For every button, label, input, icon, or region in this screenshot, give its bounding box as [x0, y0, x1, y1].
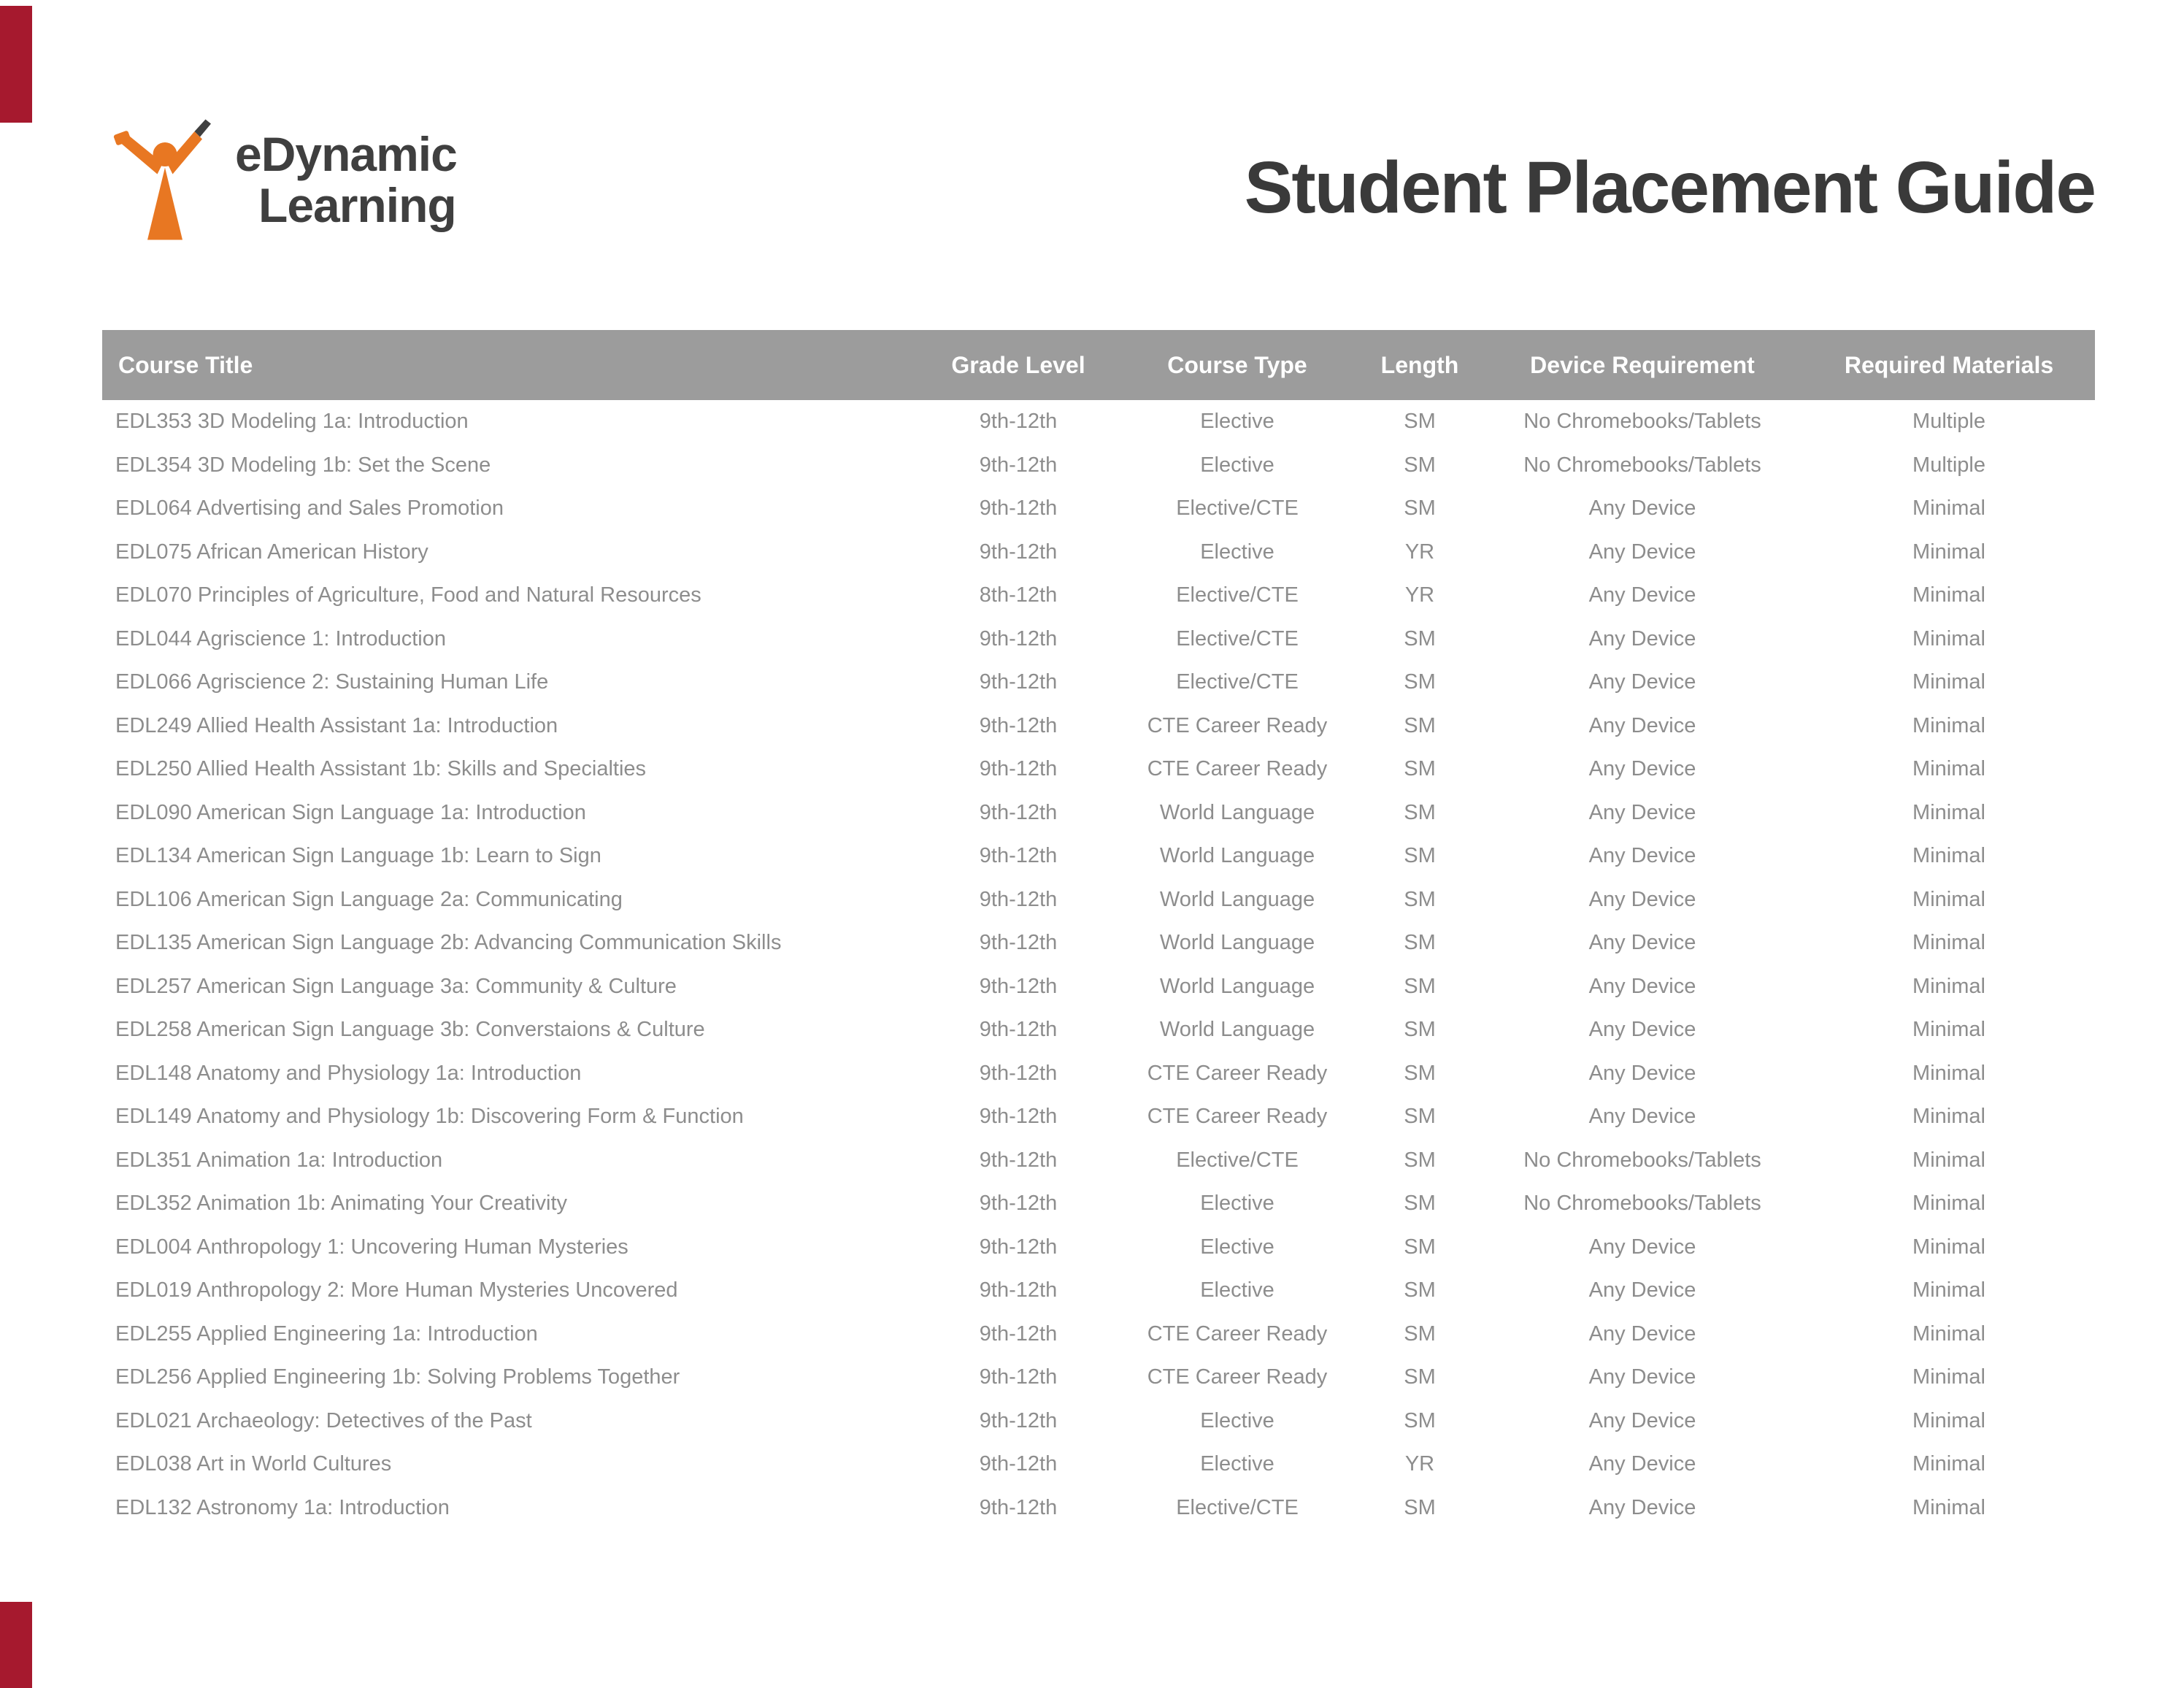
cell-length: SM	[1404, 1061, 1436, 1085]
cell-length: SM	[1404, 1278, 1436, 1303]
cell-course-title: EDL066 Agriscience 2: Sustaining Human Life	[115, 670, 549, 694]
table-row	[102, 791, 2095, 835]
cell-required-materials: Minimal	[1912, 496, 1985, 521]
table-row	[102, 1356, 2095, 1400]
cell-course-title: EDL354 3D Modeling 1b: Set the Scene	[115, 453, 491, 477]
cell-course-title: EDL351 Animation 1a: Introduction	[115, 1148, 443, 1172]
cell-required-materials: Minimal	[1912, 1495, 1985, 1519]
cell-device-requirement: Any Device	[1588, 1365, 1696, 1389]
cell-course-title: EDL070 Principles of Agriculture, Food and Natural Resources	[115, 583, 701, 607]
cell-grade-level: 9th-12th	[979, 800, 1058, 824]
cell-length: SM	[1404, 1105, 1436, 1129]
cell-course-title: EDL090 American Sign Language 1a: Introduction	[115, 800, 586, 824]
cell-required-materials: Minimal	[1912, 1321, 1985, 1346]
cell-required-materials: Minimal	[1912, 713, 1985, 737]
cell-device-requirement: Any Device	[1588, 1495, 1696, 1519]
cell-required-materials: Minimal	[1912, 1278, 1985, 1303]
cell-required-materials: Minimal	[1912, 1105, 1985, 1129]
cell-length: SM	[1404, 1018, 1436, 1042]
cell-device-requirement: No Chromebooks/Tablets	[1523, 1148, 1761, 1172]
cell-required-materials: Minimal	[1912, 1018, 1985, 1042]
cell-course-type: Elective	[1200, 1192, 1274, 1216]
edynamic-logo	[108, 115, 457, 250]
cell-grade-level: 9th-12th	[979, 974, 1058, 998]
table-row	[102, 1400, 2095, 1443]
cell-required-materials: Minimal	[1912, 974, 1985, 998]
cell-course-title: EDL135 American Sign Language 2b: Advancing Communication Skills	[115, 931, 782, 955]
cell-grade-level: 9th-12th	[979, 496, 1058, 521]
accent-bar-bottom	[0, 1602, 32, 1688]
cell-grade-level: 9th-12th	[979, 1018, 1058, 1042]
cell-course-title: EDL250 Allied Health Assistant 1b: Skills and Specialties	[115, 757, 647, 781]
cell-length: YR	[1404, 1452, 1435, 1476]
cell-required-materials: Minimal	[1912, 1192, 1985, 1216]
cell-required-materials: Minimal	[1912, 1061, 1985, 1085]
cell-grade-level: 9th-12th	[979, 410, 1058, 434]
table-row	[102, 1269, 2095, 1313]
cell-device-requirement: No Chromebooks/Tablets	[1523, 410, 1761, 434]
logo-line1: eDynamic	[235, 127, 457, 181]
cell-length: SM	[1404, 626, 1436, 651]
course-table	[102, 330, 2095, 1530]
cell-length: SM	[1404, 757, 1436, 781]
cell-grade-level: 9th-12th	[979, 1365, 1058, 1389]
cell-length: SM	[1404, 887, 1436, 911]
cell-grade-level: 9th-12th	[979, 1061, 1058, 1085]
cell-grade-level: 9th-12th	[979, 453, 1058, 477]
table-row	[102, 878, 2095, 922]
cell-course-type: CTE Career Ready	[1147, 1105, 1328, 1129]
table-row	[102, 1313, 2095, 1357]
cell-grade-level: 9th-12th	[979, 1105, 1058, 1129]
cell-course-type: Elective	[1200, 540, 1274, 564]
cell-device-requirement: Any Device	[1588, 713, 1696, 737]
cell-course-title: EDL257 American Sign Language 3a: Community & Culture	[115, 974, 677, 998]
table-row	[102, 1443, 2095, 1486]
table-row	[102, 618, 2095, 661]
cell-course-title: EDL132 Astronomy 1a: Introduction	[115, 1495, 450, 1519]
table-row	[102, 487, 2095, 531]
cell-length: SM	[1404, 1235, 1436, 1259]
table-row	[102, 705, 2095, 748]
cell-device-requirement: No Chromebooks/Tablets	[1523, 453, 1761, 477]
cell-grade-level: 9th-12th	[979, 1235, 1058, 1259]
cell-grade-level: 9th-12th	[979, 540, 1058, 564]
cell-course-type: Elective	[1200, 1408, 1274, 1432]
course-table-header	[102, 330, 2095, 400]
cell-course-type: World Language	[1159, 1018, 1315, 1042]
cell-course-type: Elective	[1200, 1235, 1274, 1259]
cell-device-requirement: Any Device	[1588, 1321, 1696, 1346]
cell-course-title: EDL064 Advertising and Sales Promotion	[115, 496, 504, 521]
cell-course-title: EDL255 Applied Engineering 1a: Introduction	[115, 1321, 538, 1346]
table-row	[102, 531, 2095, 575]
header-course-type: Course Type	[1117, 330, 1358, 400]
cell-device-requirement: Any Device	[1588, 1018, 1696, 1042]
cell-course-title: EDL149 Anatomy and Physiology 1b: Discovering Form & Function	[115, 1105, 744, 1129]
page-title: Student Placement Guide	[1244, 147, 2095, 229]
cell-grade-level: 9th-12th	[979, 1321, 1058, 1346]
table-row	[102, 748, 2095, 791]
cell-device-requirement: Any Device	[1588, 974, 1696, 998]
cell-course-type: World Language	[1159, 931, 1315, 955]
cell-device-requirement: Any Device	[1588, 1278, 1696, 1303]
cell-required-materials: Minimal	[1912, 583, 1985, 607]
cell-device-requirement: Any Device	[1588, 496, 1696, 521]
cell-length: SM	[1404, 1365, 1436, 1389]
cell-required-materials: Minimal	[1912, 670, 1985, 694]
cell-grade-level: 9th-12th	[979, 1192, 1058, 1216]
cell-course-type: Elective/CTE	[1176, 670, 1299, 694]
table-row	[102, 1139, 2095, 1183]
cell-grade-level: 9th-12th	[979, 713, 1058, 737]
header-length: Length	[1358, 330, 1482, 400]
cell-device-requirement: Any Device	[1588, 670, 1696, 694]
cell-length: SM	[1404, 1321, 1436, 1346]
cell-device-requirement: Any Device	[1588, 583, 1696, 607]
cell-length: SM	[1404, 670, 1436, 694]
cell-course-type: CTE Career Ready	[1147, 1365, 1328, 1389]
cell-course-title: EDL075 African American History	[115, 540, 428, 564]
logo-line2: Learning	[258, 178, 456, 232]
cell-course-title: EDL249 Allied Health Assistant 1a: Introduction	[115, 713, 558, 737]
cell-length: SM	[1404, 1408, 1436, 1432]
cell-grade-level: 9th-12th	[979, 670, 1058, 694]
cell-course-type: Elective/CTE	[1176, 1148, 1299, 1172]
cell-device-requirement: Any Device	[1588, 800, 1696, 824]
header-row	[102, 330, 2095, 400]
cell-grade-level: 9th-12th	[979, 1495, 1058, 1519]
cell-device-requirement: Any Device	[1588, 1452, 1696, 1476]
cell-course-title: EDL258 American Sign Language 3b: Converstaions & Culture	[115, 1018, 705, 1042]
cell-device-requirement: No Chromebooks/Tablets	[1523, 1192, 1761, 1216]
cell-grade-level: 9th-12th	[979, 1278, 1058, 1303]
cell-device-requirement: Any Device	[1588, 757, 1696, 781]
cell-length: SM	[1404, 800, 1436, 824]
cell-device-requirement: Any Device	[1588, 887, 1696, 911]
course-table-body	[102, 400, 2095, 1530]
cell-course-type: CTE Career Ready	[1147, 757, 1328, 781]
table-row	[102, 1486, 2095, 1530]
table-row	[102, 1182, 2095, 1226]
cell-grade-level: 9th-12th	[979, 1408, 1058, 1432]
cell-required-materials: Minimal	[1912, 626, 1985, 651]
cell-grade-level: 9th-12th	[979, 887, 1058, 911]
cell-required-materials: Minimal	[1912, 1148, 1985, 1172]
cell-device-requirement: Any Device	[1588, 626, 1696, 651]
cell-course-title: EDL353 3D Modeling 1a: Introduction	[115, 410, 469, 434]
cell-length: SM	[1404, 453, 1436, 477]
cell-course-type: Elective	[1200, 1452, 1274, 1476]
table-row	[102, 835, 2095, 878]
cell-device-requirement: Any Device	[1588, 1408, 1696, 1432]
cell-grade-level: 9th-12th	[979, 1148, 1058, 1172]
cell-course-type: World Language	[1159, 974, 1315, 998]
cell-course-type: Elective/CTE	[1176, 496, 1299, 521]
cell-length: SM	[1404, 496, 1436, 521]
cell-course-type: World Language	[1159, 844, 1315, 868]
accent-bar-top	[0, 6, 32, 123]
cell-required-materials: Minimal	[1912, 931, 1985, 955]
cell-required-materials: Multiple	[1912, 410, 1985, 434]
cell-length: YR	[1404, 540, 1435, 564]
cell-grade-level: 9th-12th	[979, 1452, 1058, 1476]
cell-course-type: Elective	[1200, 453, 1274, 477]
cell-course-type: Elective/CTE	[1176, 1495, 1299, 1519]
cell-course-title: EDL004 Anthropology 1: Uncovering Human Mysteries	[115, 1235, 628, 1259]
table-row	[102, 400, 2095, 444]
cell-device-requirement: Any Device	[1588, 844, 1696, 868]
cell-length: SM	[1404, 713, 1436, 737]
cell-course-title: EDL021 Archaeology: Detectives of the Past	[115, 1408, 532, 1432]
cell-device-requirement: Any Device	[1588, 540, 1696, 564]
cell-required-materials: Minimal	[1912, 1408, 1985, 1432]
cell-required-materials: Multiple	[1912, 453, 1985, 477]
cell-course-type: CTE Career Ready	[1147, 1061, 1328, 1085]
cell-course-type: Elective	[1200, 410, 1274, 434]
cell-course-type: World Language	[1159, 887, 1315, 911]
cell-course-type: Elective/CTE	[1176, 583, 1299, 607]
cell-length: SM	[1404, 974, 1436, 998]
cell-length: SM	[1404, 1192, 1436, 1216]
table-row	[102, 1008, 2095, 1052]
cell-course-title: EDL148 Anatomy and Physiology 1a: Introduction	[115, 1061, 582, 1085]
cell-course-type: CTE Career Ready	[1147, 1321, 1328, 1346]
edynamic-logo-text	[235, 115, 457, 231]
cell-required-materials: Minimal	[1912, 1452, 1985, 1476]
cell-required-materials: Minimal	[1912, 1235, 1985, 1259]
table-row	[102, 1226, 2095, 1270]
table-row	[102, 1052, 2095, 1096]
cell-course-title: EDL106 American Sign Language 2a: Communicating	[115, 887, 623, 911]
cell-course-title: EDL044 Agriscience 1: Introduction	[115, 626, 446, 651]
cell-device-requirement: Any Device	[1588, 1235, 1696, 1259]
cell-course-title: EDL352 Animation 1b: Animating Your Creativity	[115, 1192, 568, 1216]
cell-course-type: Elective/CTE	[1176, 626, 1299, 651]
cell-required-materials: Minimal	[1912, 844, 1985, 868]
cell-length: SM	[1404, 1495, 1436, 1519]
cell-course-type: Elective	[1200, 1278, 1274, 1303]
table-row	[102, 921, 2095, 965]
cell-course-title: EDL038 Art in World Cultures	[115, 1452, 392, 1476]
cell-length: YR	[1404, 583, 1435, 607]
header-device-requirement: Device Requirement	[1482, 330, 1803, 400]
cell-required-materials: Minimal	[1912, 1365, 1985, 1389]
table-row	[102, 574, 2095, 618]
cell-course-type: CTE Career Ready	[1147, 713, 1328, 737]
table-row	[102, 1095, 2095, 1139]
header-course-title: Course Title	[102, 330, 920, 400]
cell-required-materials: Minimal	[1912, 757, 1985, 781]
cell-device-requirement: Any Device	[1588, 931, 1696, 955]
cell-grade-level: 9th-12th	[979, 626, 1058, 651]
header-required-materials: Required Materials	[1803, 330, 2095, 400]
table-row	[102, 965, 2095, 1009]
cell-grade-level: 9th-12th	[979, 931, 1058, 955]
cell-required-materials: Minimal	[1912, 540, 1985, 564]
header-grade-level: Grade Level	[920, 330, 1117, 400]
cell-length: SM	[1404, 844, 1436, 868]
cell-grade-level: 8th-12th	[979, 583, 1058, 607]
cell-device-requirement: Any Device	[1588, 1105, 1696, 1129]
cell-length: SM	[1404, 410, 1436, 434]
cell-device-requirement: Any Device	[1588, 1061, 1696, 1085]
cell-length: SM	[1404, 1148, 1436, 1172]
cell-required-materials: Minimal	[1912, 800, 1985, 824]
cell-course-title: EDL134 American Sign Language 1b: Learn to Sign	[115, 844, 601, 868]
edynamic-logo-icon	[108, 115, 218, 250]
cell-course-title: EDL019 Anthropology 2: More Human Mysteries Uncovered	[115, 1278, 678, 1303]
table-row	[102, 444, 2095, 488]
cell-required-materials: Minimal	[1912, 887, 1985, 911]
table-row	[102, 661, 2095, 705]
cell-grade-level: 9th-12th	[979, 757, 1058, 781]
cell-grade-level: 9th-12th	[979, 844, 1058, 868]
cell-course-type: World Language	[1159, 800, 1315, 824]
cell-length: SM	[1404, 931, 1436, 955]
cell-course-title: EDL256 Applied Engineering 1b: Solving Problems Together	[115, 1365, 680, 1389]
